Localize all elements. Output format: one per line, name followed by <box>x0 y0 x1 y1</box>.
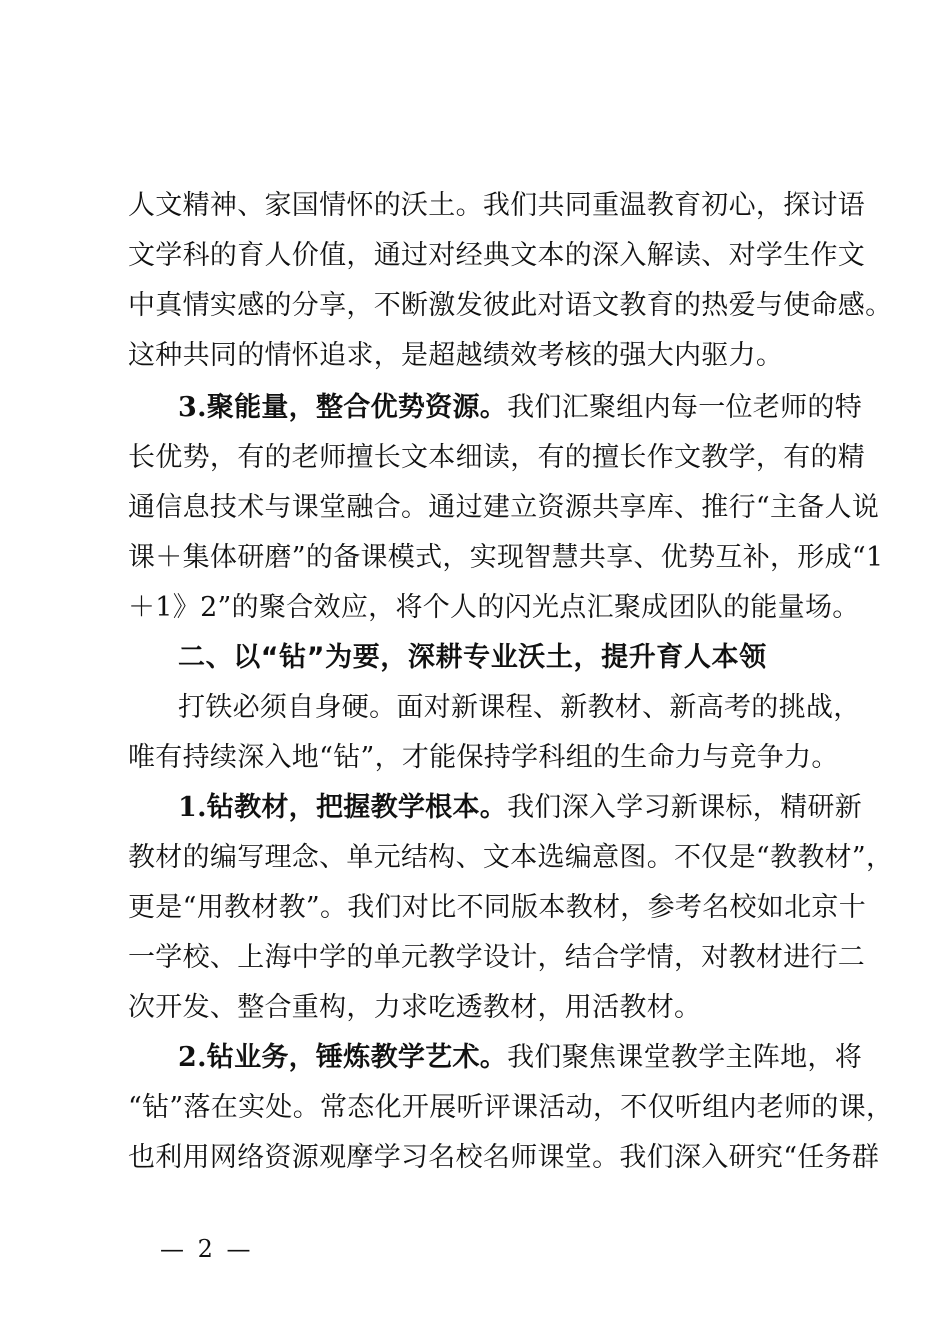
paragraph-line: 中真情实感的分享，不断激发彼此对语文教育的热爱与使命感。 <box>128 290 893 321</box>
paragraph-line: 打铁必须自身硬。面对新课程、新教材、新高考的挑战， <box>178 692 861 723</box>
paragraph-line: ＋1》2”的聚合效应，将个人的闪光点汇聚成团队的能量场。 <box>128 592 860 623</box>
paragraph-line: 也利用网络资源观摩学习名校名师课堂。我们深入研究“任务群 <box>128 1142 880 1173</box>
paragraph-line: 课＋集体研磨”的备课模式，实现智慧共享、优势互补，形成“1 <box>128 542 884 573</box>
page-number: — 2 — <box>160 1235 254 1263</box>
paragraph-line: “钻”落在实处。常态化开展听评课活动，不仅听组内老师的课， <box>128 1092 894 1123</box>
paragraph-line: 文学科的育人价值，通过对经典文本的深入解读、对学生作文 <box>128 240 866 271</box>
paragraph-line: 次开发、整合重构，力求吃透教材，用活教材。 <box>128 992 702 1023</box>
item-1-heading: 1.钻教材，把握教学根本。 <box>178 792 508 823</box>
paragraph-line: 更是“用教材教”。我们对比不同版本教材，参考名校如北京十 <box>128 892 867 923</box>
paragraph-line: 这种共同的情怀追求，是超越绩效考核的强大内驱力。 <box>128 340 784 371</box>
paragraph-line: 教材的编写理念、单元结构、文本选编意图。不仅是“教教材”， <box>128 842 894 873</box>
section-3-heading: 3.聚能量，整合优势资源。 <box>178 392 508 423</box>
item-2-heading: 2.钻业务，锤炼教学艺术。 <box>178 1042 508 1073</box>
paragraph-line: 一学校、上海中学的单元教学设计，结合学情，对教材进行二 <box>128 942 866 973</box>
paragraph-line: 唯有持续深入地“钻”，才能保持学科组的生命力与竞争力。 <box>128 742 839 773</box>
paragraph-line: 人文精神、家国情怀的沃土。我们共同重温教育初心，探讨语 <box>128 190 866 221</box>
paragraph-line: 长优势，有的老师擅长文本细读，有的擅长作文教学，有的精 <box>128 442 866 473</box>
section-3-text: 我们汇聚组内每一位老师的特 <box>507 392 862 423</box>
part-2-heading: 二、以“钻”为要，深耕专业沃土，提升育人本领 <box>178 642 767 673</box>
item-1-text: 我们深入学习新课标，精研新 <box>507 792 862 823</box>
item-2-text: 我们聚焦课堂教学主阵地，将 <box>507 1042 862 1073</box>
item-1-first-line <box>178 790 862 826</box>
section-3-first-line <box>178 390 862 426</box>
item-2-first-line <box>178 1040 862 1076</box>
paragraph-line: 通信息技术与课堂融合。通过建立资源共享库、推行“主备人说 <box>128 492 880 523</box>
